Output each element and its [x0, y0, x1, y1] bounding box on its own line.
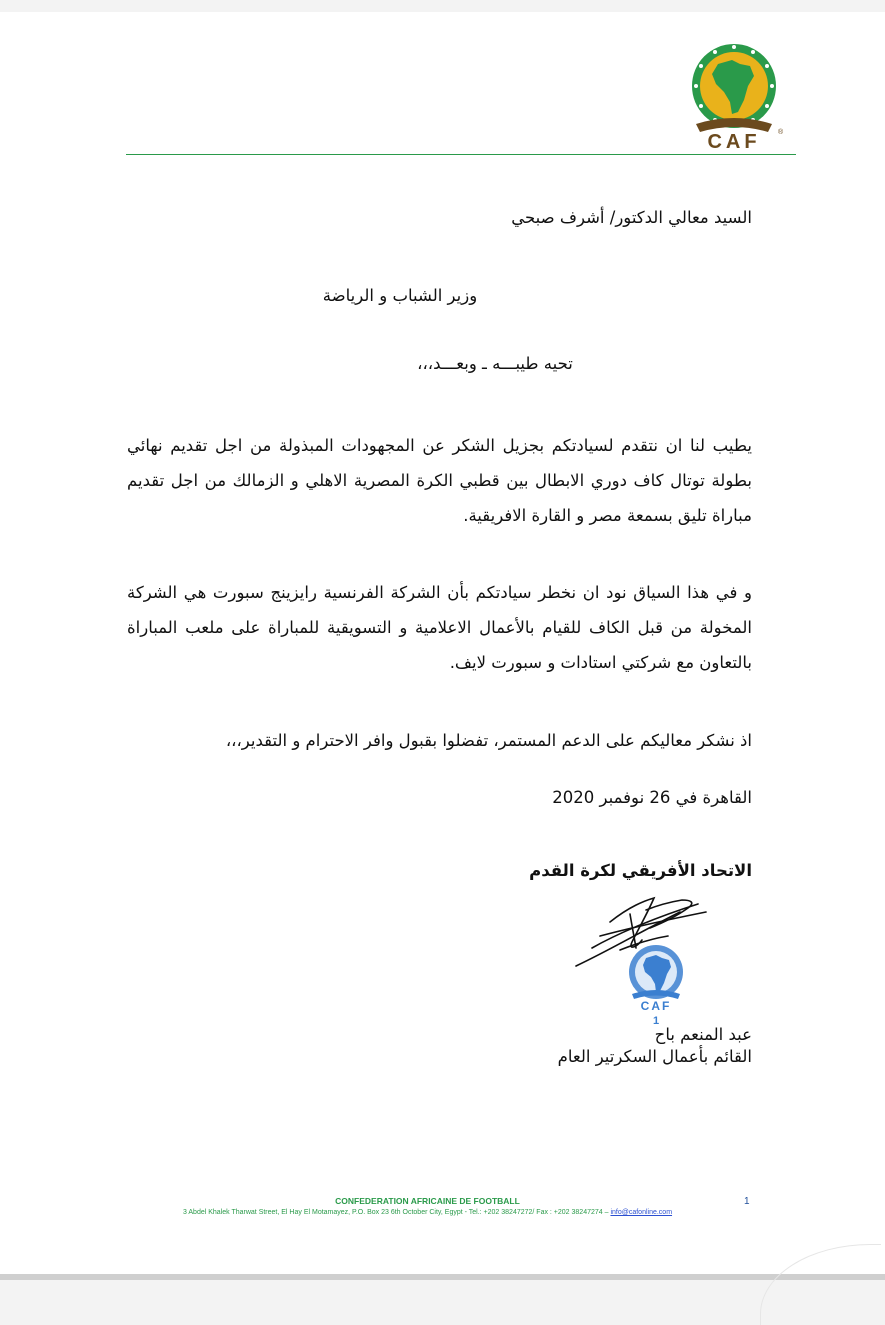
- header-rule: [126, 154, 796, 155]
- page-number: 1: [744, 1196, 750, 1207]
- footer-organization: CONFEDERATION AFRICAINE DE FOOTBALL: [335, 1196, 520, 1206]
- footer-address-line: [120, 1207, 735, 1218]
- footer-address: 3 Abdel Khalek Tharwat Street, El Hay El Motamayez, P.O. Box 23 6th October City, Egypt - Tel.: +202 38247272/ Fax : +202 38247274 –: [182, 1209, 611, 1216]
- closing-line: اذ نشكر معاليكم على الدعم المستمر، تفضلوا بقبول وافر الاحترام و التقدير،،،: [225, 731, 752, 750]
- footer-email-link[interactable]: info@cafonline.com: [610, 1209, 673, 1216]
- caf-logo-text: CAF: [707, 131, 761, 153]
- greeting-line: تحيه طيبـــه ـ وبعـــد،،،: [417, 354, 573, 373]
- date-line: القاهرة في 26 نوفمبر 2020: [552, 788, 752, 807]
- signer-name: عبد المنعم باح: [654, 1025, 752, 1044]
- recipient-title: وزير الشباب و الرياضة: [322, 286, 478, 305]
- signer-role: القائم بأعمال السكرتير العام: [557, 1047, 752, 1066]
- body-paragraph-1: يطيب لنا ان نتقدم لسيادتكم بجزيل الشكر عن المجهودات المبذولة من اجل تقديم نهائي بطولة توتال كاف دوري الابطال بين قطبي الكرة المصرية الاهلي و الزمالك من اجل تقديم مباراة تليق بسمعة مصر و القارة الافريقية.: [127, 436, 752, 525]
- caf-stamp: [622, 944, 690, 1026]
- organization-signature: الاتحاد الأفريقي لكرة القدم: [529, 861, 752, 880]
- letter-footer: [120, 1196, 735, 1218]
- registered-mark: ®: [778, 129, 784, 136]
- body-paragraph-2: و في هذا السياق نود ان نخطر سيادتكم بأن الشركة الفرنسية رايزينج سبورت هي الشركة المخولة من قبل الكاف للقيام بالأعمال الاعلامية و التسويقية للمباراة على ملعب المباراة بالتعاون مع شركتي استادات و سبورت لايف.: [127, 583, 752, 672]
- caf-logo: [682, 42, 786, 154]
- recipient-line: السيد معالي الدكتور/ أشرف صبحي: [511, 208, 752, 227]
- stamp-text: CAF: [640, 999, 672, 1013]
- stamp-number: 1: [652, 1015, 660, 1026]
- page-bottom-edge: [0, 1274, 885, 1280]
